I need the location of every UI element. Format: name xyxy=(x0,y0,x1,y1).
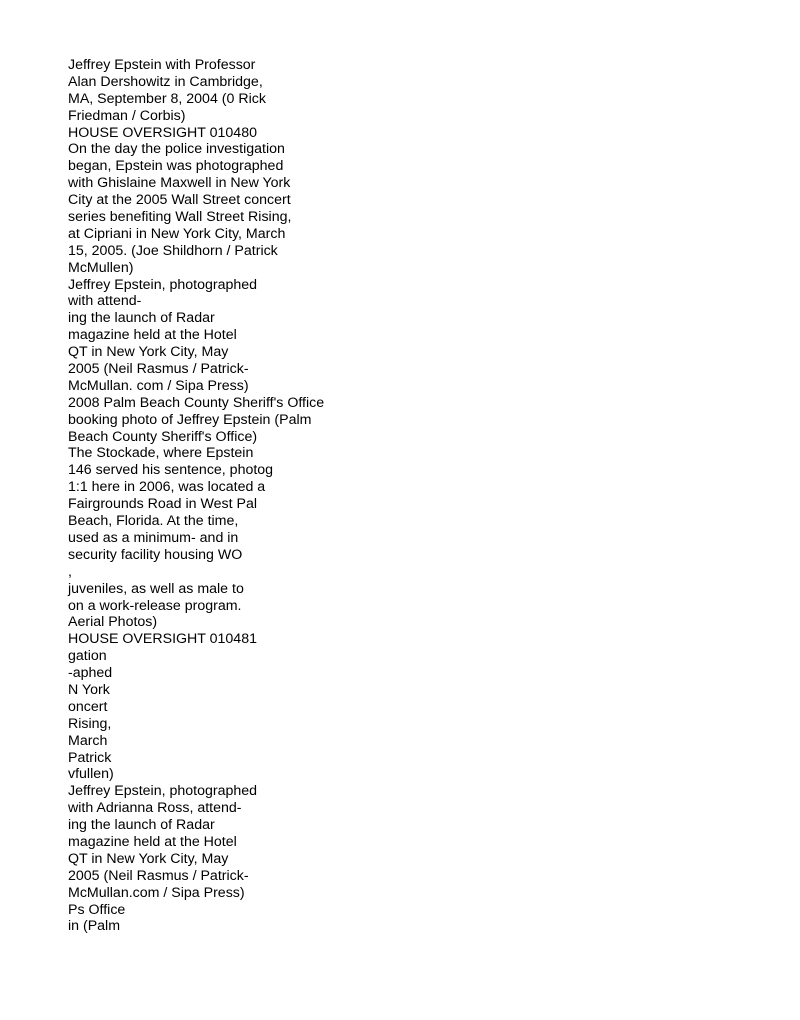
text-line: with attend- xyxy=(68,293,142,310)
text-line: Jeffrey Epstein with Professor xyxy=(68,57,256,73)
text-line: juveniles, as well as male to xyxy=(68,580,244,597)
text-line: with Ghislaine Maxwell in New York xyxy=(68,175,291,192)
text-line: ing the launch of Radar xyxy=(68,310,215,327)
text-line: magazine held at the Hotel xyxy=(68,833,237,850)
text-line: Beach County Sheriff's Office) xyxy=(68,428,258,445)
text-line: series benefiting Wall Street Rising, xyxy=(68,209,292,226)
text-line: HOUSE OVERSIGHT 010481 xyxy=(68,631,257,648)
text-line: Beach, Florida. At the time, xyxy=(68,513,239,530)
text-line: MA, September 8, 2004 (0 Rick xyxy=(68,90,266,107)
text-line: March xyxy=(68,732,108,749)
text-line: on a work-release program. xyxy=(68,597,242,614)
text-line: HOUSE OVERSIGHT 010480 xyxy=(68,124,257,141)
text-line: Fairgrounds Road in West Pal xyxy=(68,496,257,513)
text-line: ing the launch of Radar xyxy=(68,817,215,834)
text-line: Patrick xyxy=(68,749,112,766)
text-line: used as a minimum- and in xyxy=(68,529,239,546)
text-line: McMullan.com / Sipa Press) xyxy=(68,884,245,901)
text-line: Friedman / Corbis) xyxy=(68,107,186,124)
text-line: gation xyxy=(68,648,107,665)
text-line: Aerial Photos) xyxy=(68,614,158,631)
text-line: security facility housing WO xyxy=(68,546,243,563)
text-line: oncert xyxy=(68,698,108,715)
text-line: Jeffrey Epstein, photographed xyxy=(68,783,258,800)
text-line: Alan Dershowitz in Cambridge, xyxy=(68,73,263,90)
text-line: QT in New York City, May xyxy=(68,850,229,867)
text-line: 2005 (Neil Rasmus / Patrick- xyxy=(68,361,249,378)
text-line: with Adrianna Ross, attend- xyxy=(68,800,242,817)
text-line: Jeffrey Epstein, photographed xyxy=(68,276,258,293)
text-line: 15, 2005. (Joe Shildhorn / Patrick xyxy=(68,242,278,259)
text-line: N York xyxy=(68,681,110,698)
text-line: McMullan. com / Sipa Press) xyxy=(68,377,249,394)
text-line: in (Palm xyxy=(68,918,121,935)
text-line: On the day the police investigation xyxy=(68,141,285,158)
text-line: at Cipriani in New York City, March xyxy=(68,225,286,242)
text-line: vfullen) xyxy=(68,766,114,783)
text-line: Ps Office xyxy=(68,901,126,918)
text-line: 2008 Palm Beach County Sheriff's Office xyxy=(68,394,325,411)
text-line: booking photo of Jeffrey Epstein (Palm xyxy=(68,411,312,428)
text-line: 1:1 here in 2006, was located a xyxy=(68,479,266,496)
text-line: McMullen) xyxy=(68,259,134,276)
text-line: Rising, xyxy=(68,715,112,732)
text-line: City at the 2005 Wall Street concert xyxy=(68,192,291,209)
text-line: began, Epstein was photographed xyxy=(68,158,284,175)
text-line: 146 served his sentence, photog xyxy=(68,462,274,479)
text-line: , xyxy=(68,563,72,580)
ocr-text-block xyxy=(68,57,368,935)
text-line: The Stockade, where Epstein xyxy=(68,445,254,462)
text-line: magazine held at the Hotel xyxy=(68,327,237,344)
text-line: 2005 (Neil Rasmus / Patrick- xyxy=(68,867,249,884)
text-line: QT in New York City, May xyxy=(68,344,229,361)
text-line: -aphed xyxy=(68,665,113,682)
